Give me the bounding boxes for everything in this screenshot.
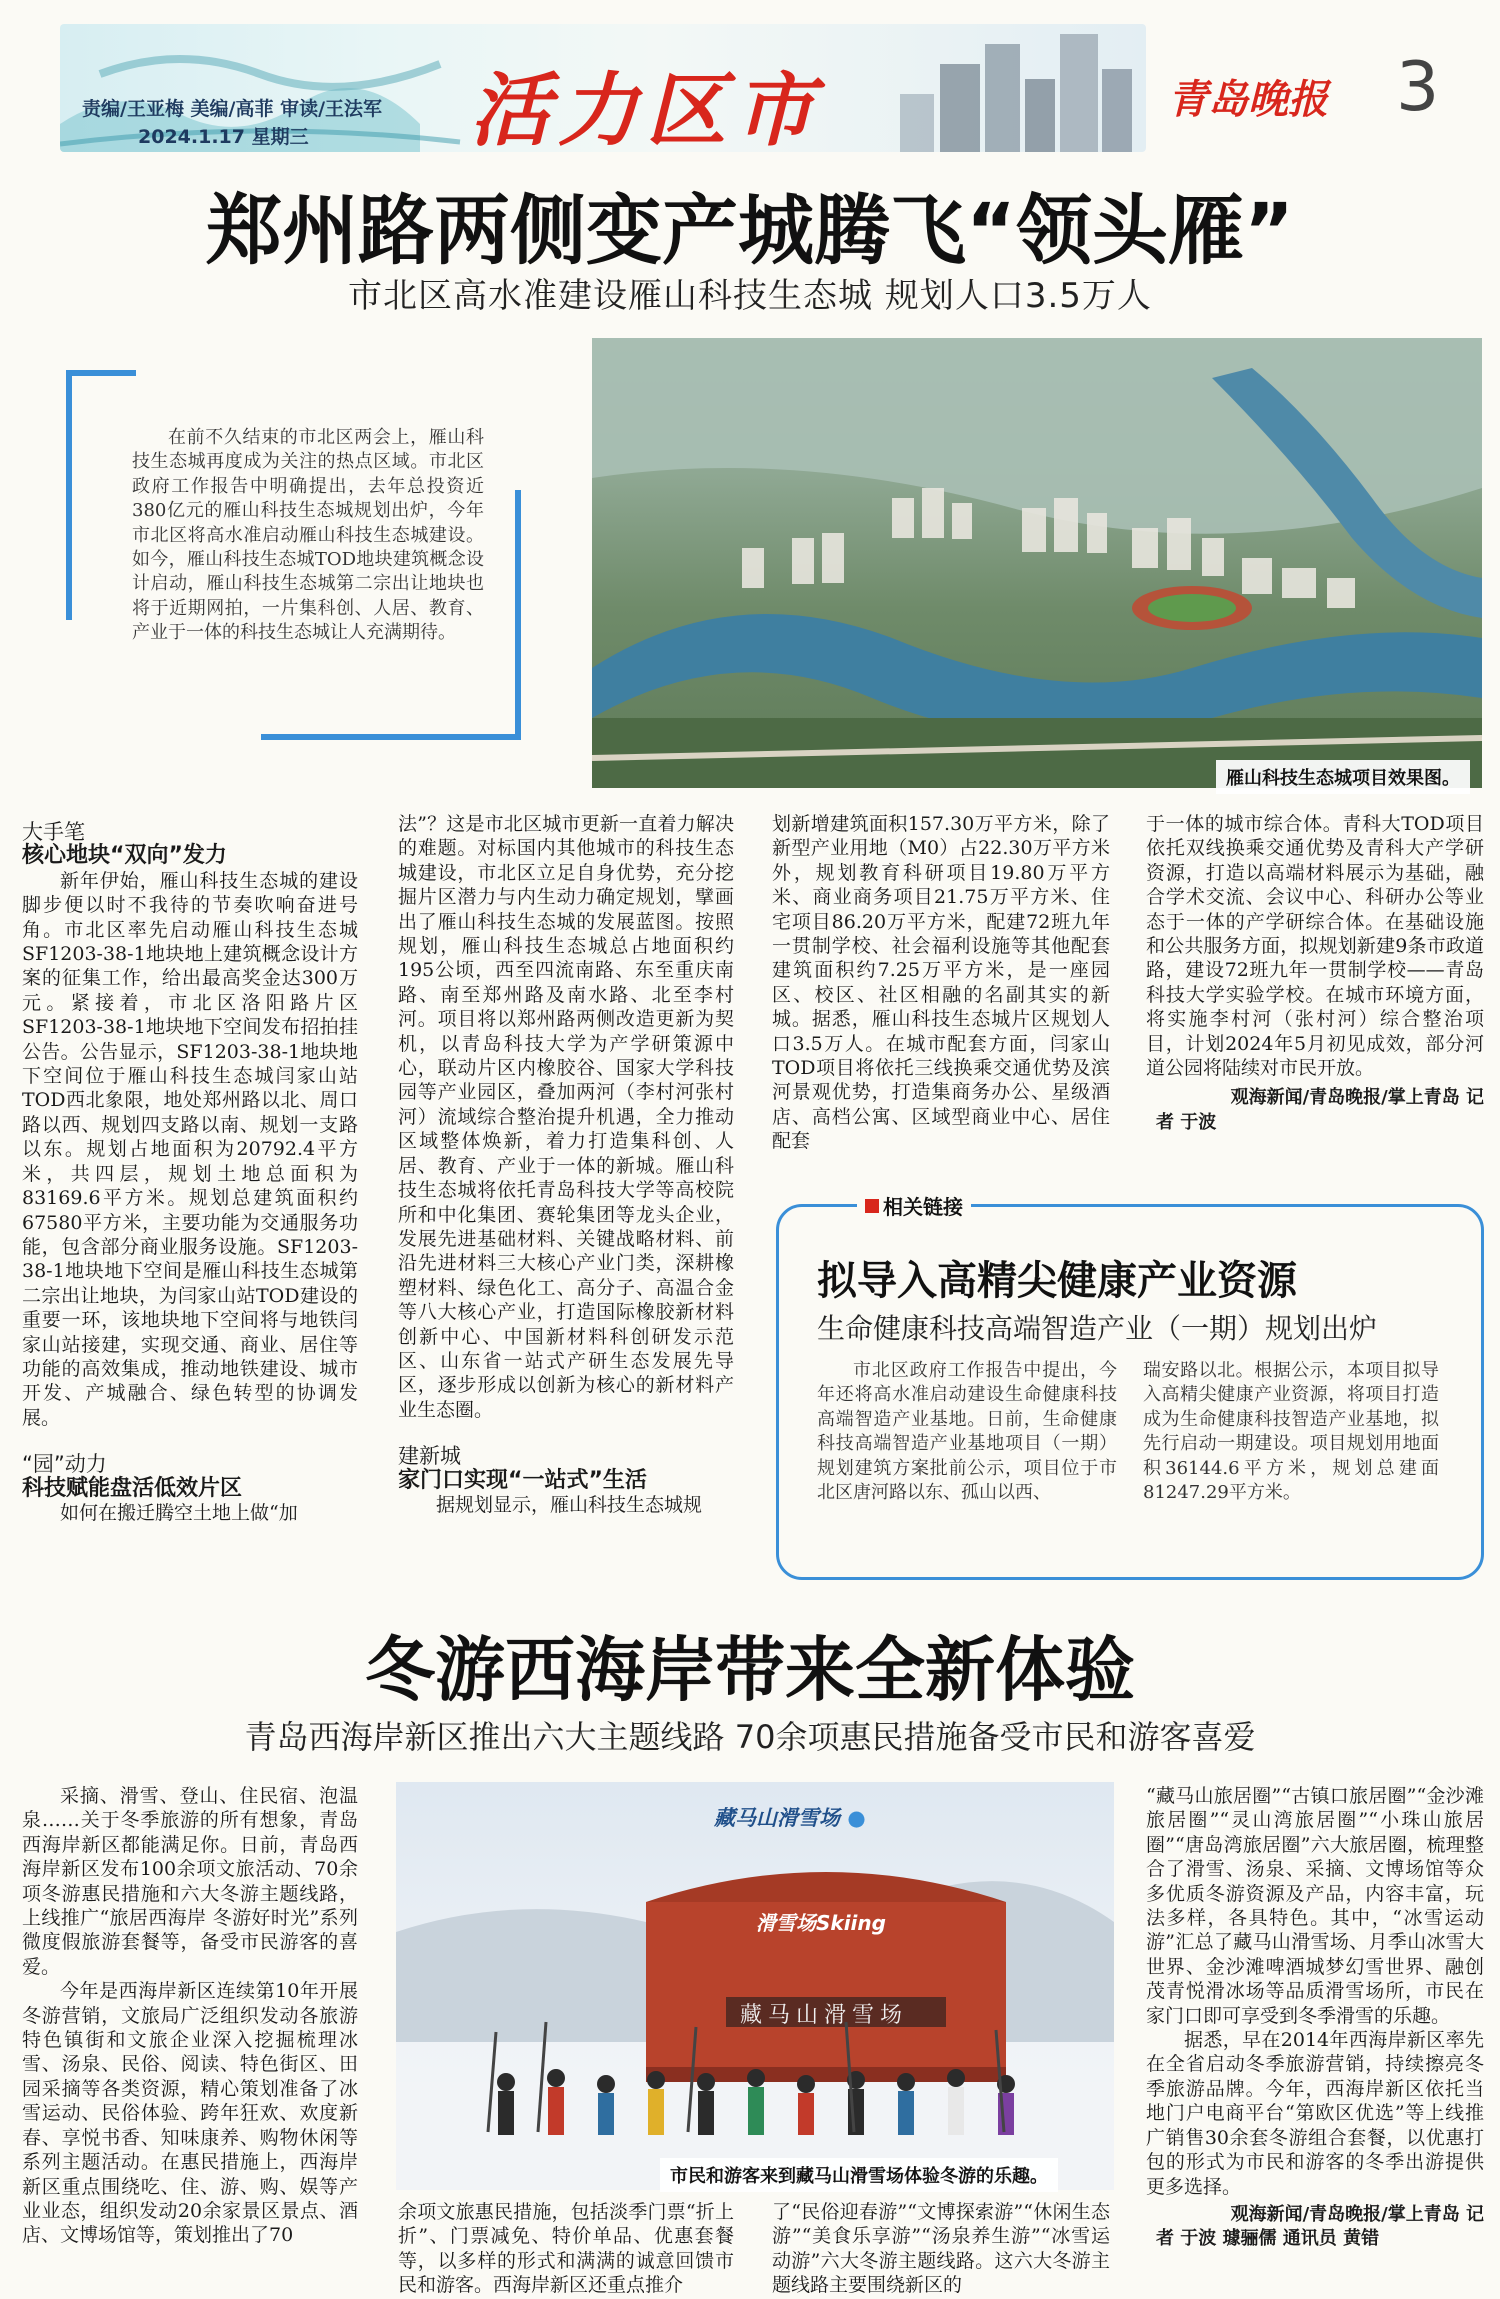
story1-column-2 <box>398 812 734 1517</box>
story1-headline: 郑州路两侧变产城腾飞“领头雁” <box>206 186 1294 275</box>
related-tag-label: 相关链接 <box>883 1195 963 1219</box>
photo-label <box>714 1802 866 1832</box>
section2-title: 科技赋能盘活低效片区 <box>22 1475 243 1501</box>
story1-byline-1: 观海新闻/青岛晚报/掌上青岛 记 <box>1230 1087 1484 1109</box>
story2-col3-text: 了“民俗迎春游”“文博探索游”“休闲生态游”“美食乐享游”“汤泉养生游”“冰雪运动游”六大冬游主题线路。这六大冬游主题线路主要围绕新区的 <box>772 2201 1110 2297</box>
story1-intro: 在前不久结束的市北区两会上，雁山科技生态城再度成为关注的热点区域。市北区政府工作报告中明确提出，去年总投资近380亿元的雁山科技生态城规划出炉，今年市北区将高水准启动雁山科技生态城建设。如今，雁山科技生态城TOD地块建筑概念设计启动，雁山科技生态城第二宗出让地块也将于近期网拍，一片集科创、人居、教育、产业于一体的科技生态城让人充满期待。 <box>132 427 484 644</box>
paper-name: 青岛晚报 <box>1168 76 1328 123</box>
story1-column-1 <box>22 812 358 1525</box>
story1-column-3 <box>772 812 1110 1154</box>
story2-column-2 <box>398 2200 734 2298</box>
related-text-a: 市北区政府工作报告中提出，今年还将高水准启动建设生命健康科技高端智造产业基地。日前，生命健康科技高端智造产业基地项目（一期）规划建筑方案批前公示，项目位于市北区唐河路以东、孤山以西、 <box>817 1360 1117 1504</box>
aerial-drawing <box>592 338 1482 788</box>
story2-col4-text-b: 据悉，早在2014年西海岸新区率先在全省启动冬季旅游营销，持续擦亮冬季旅游品牌。今年，西海岸新区依托当地门户电商平台“第欧区优选”等上线推广销售30余套冬游组合套餐，以优惠打包的形式为市民和游客的冬季出游提供更多选择。 <box>1146 2029 1484 2198</box>
ski-resort-photo <box>396 1782 1114 2190</box>
section2-tag: “园”动力 <box>22 1452 107 1477</box>
story2-column-4 <box>1146 1784 1484 2252</box>
section3-title: 家门口实现“一站式”生活 <box>398 1467 647 1493</box>
page-number: 3 <box>1396 48 1440 127</box>
story1-subheadline: 市北区高水准建设雁山科技生态城 规划人口3.5万人 <box>348 276 1152 316</box>
section3-tag: 建新城 <box>398 1444 461 1469</box>
story2-column-3 <box>772 2200 1110 2298</box>
aerial-rendering-image <box>592 338 1482 788</box>
snowflake-icon: ● <box>847 1806 866 1830</box>
section1-text: 新年伊始，雁山科技生态城的建设脚步便以时不我待的节奏吹响奋进号角。市北区率先启动雁山科技生态城SF1203-38-1地块地上建筑概念设计方案的征集工作，给出最高奖金达300万元。紧接着，市北区洛阳路片区SF1203-38-1地块地下空间发布招拍挂公告。公告显示，SF1203-38-1地块地下空间位于雁山科技生态城闫家山站TOD西北象限，地处郑州路以北、周口路以西、规划四支路以南、规划一支路以东。规划占地面积为20792.4平方米，共四层，规划土地总面积为83169.6平方米。规划总建筑面积约67580平方米，主要功能为交通服务功能，包含部分商业服务设施。SF1203-38-1地块地下空间是雁山科技生态城第二宗出让地块，为闫家山站TOD建设的重要一环，该地块地下空间将与地铁闫家山站接建，实现交通、商业、居住等功能的高效集成，推动地铁建设、城市开发、产城融合、绿色转型的协调发展。 <box>22 869 358 1429</box>
related-headline: 拟导入高精尖健康产业资源 <box>817 1258 1297 1304</box>
related-tag <box>857 1191 971 1220</box>
red-square-icon <box>865 1199 879 1213</box>
story2-headline: 冬游西海岸带来全新体验 <box>365 1629 1135 1711</box>
story2-byline-1: 观海新闻/青岛晚报/掌上青岛 记 <box>1230 2203 1484 2225</box>
story2-byline-2: 者 于波 璩骊儒 通讯员 黄错 <box>1156 2228 1380 2250</box>
story2-column-1 <box>22 1784 358 2248</box>
story2-col2-text: 余项文旅惠民措施，包括淡季门票“折上折”、门票减免、特价单品、优惠套餐等，以多样的形式和满满的诚意回馈市民和游客。西海岸新区还重点推介 <box>398 2201 734 2297</box>
story1-column-4 <box>1146 812 1484 1135</box>
section-title: 活力区市 <box>470 63 822 152</box>
date-line: 2024.1.17 星期三 <box>138 126 309 148</box>
section2-text-b: 法”？这是市北区城市更新一直着力解决的难题。对标国内其他城市的科技生态城建设，市北区立足自身优势，充分挖掘片区潜力与内生动力确定规划，擘画出了雁山科技生态城的发展蓝图。按照规划，雁山科技生态城总占地面积约195公顷，西至四流南路、东至重庆南路、南至郑州路及南水路、北至李村河。项目将以郑州路两侧改造更新为契机，以青岛科技大学为产学研策源中心，联动片区内橡胶谷、国家大学科技园等产业园区，叠加两河（李村河张村河）流域综合整治提升机遇，全力推动区域整体焕新，着力打造集科创、人居、教育、产业于一体的新城。雁山科技生态城将依托青岛科技大学等高校院所和中化集团、赛轮集团等龙头企业，发展先进基础材料、关键战略材料、前沿先进材料三大核心产业门类，深耕橡塑材料、绿色化工、高分子、高温合金等八大核心产业，打造国际橡胶新材料创新中心、中国新材料科创研发示范区、山东省一站式产研生态发展先导区，逐步形成以创新为核心的新材料产业生态圈。 <box>398 813 734 1421</box>
header-banner <box>60 24 1146 152</box>
ski-building-logo: 滑雪场Skiing <box>756 1911 886 1935</box>
credits-line: 责编/王亚梅 美编/高菲 审读/王法军 <box>82 98 383 120</box>
section1-tag: 大手笔 <box>22 820 85 844</box>
photo-label-text: 藏马山滑雪场 <box>714 1806 840 1830</box>
story2-col4-text-a: “藏马山旅居圈”“古镇口旅居圈”“金沙滩旅居圈”“灵山湾旅居圈”“小珠山旅居圈”“唐岛湾旅居圈”六大旅居圈，梳理整合了滑雪、汤泉、采摘、文博场馆等众多优质冬游资源及产品，内容丰富，玩法多样，各具特色。其中，“冰雪运动游”汇总了藏马山滑雪场、月季山冰雪大世界、金沙滩啤酒城梦幻雪世界、融创茂青悦滑冰场等品质滑雪场所，市民在家门口即可享受到冬季滑雪的乐趣。 <box>1146 1785 1484 2027</box>
ski-photo-caption: 市民和游客来到藏马山滑雪场体验冬游的乐趣。 <box>660 2158 1058 2192</box>
story2-subheadline: 青岛西海岸新区推出六大主题线路 70余项惠民措施备受市民和游客喜爱 <box>244 1718 1256 1756</box>
section1-title: 核心地块“双向”发力 <box>22 843 227 869</box>
aerial-image-caption: 雁山科技生态城项目效果图。 <box>1216 760 1470 794</box>
section3-text-c: 于一体的城市综合体。青科大TOD项目依托双线换乘交通优势及青科大产学研资源，打造以高端材料展示为基础，融合学术交流、会议中心、科研办公等业态于一体的产学研综合体。在基础设施和公共服务方面，拟规划新建9条市政道路，建设72班九年一贯制学校——青岛科技大学实验学校。在城市环境方面，将实施李村河（张村河）综合整治项目，计划2024年5月初见成效，部分河道公园将陆续对市民开放。 <box>1146 813 1484 1080</box>
story2-col1-text-b: 今年是西海岸新区连续第10年开展冬游营销，文旅局广泛组织发动各旅游特色镇街和文旅企业深入挖掘梳理冰雪、汤泉、民俗、阅读、特色街区、田园采摘等各类资源，精心策划准备了冰雪运动、民俗体验、跨年狂欢、欢度新春、享悦书香、知味康养、购物休闲等系列主题活动。在惠民措施上，西海岸新区重点围绕吃、住、游、购、娱等产业业态，组织发动20余家景区景点、酒店、文博场馆等，策划推出了70 <box>22 1980 358 2247</box>
section3-text-a: 据规划显示，雁山科技生态城规 <box>436 1493 703 1516</box>
section2-text-a: 如何在搬迁腾空土地上做“加 <box>60 1501 298 1524</box>
ski-resort-drawing <box>396 1782 1114 2190</box>
ski-building-sign: 藏马山滑雪场 <box>740 2003 909 2028</box>
story1-byline-2: 者 于波 <box>1156 1111 1217 1133</box>
related-text-b: 瑞安路以北。根据公示，本项目拟导入高精尖健康产业资源，将项目打造成为生命健康科技智造产业基地，拟先行启动一期建设。项目规划用地面积36144.6平方米，规划总建面81247.29平方米。 <box>1143 1360 1439 1504</box>
story2-col1-text-a: 采摘、滑雪、登山、住民宿、泡温泉……关于冬季旅游的所有想象，青岛西海岸新区都能满足你。日前，青岛西海岸新区发布100余项文旅活动、70余项冬游惠民措施和六大冬游主题线路，上线推广“旅居西海岸 冬游好时光”系列微度假旅游套餐等，备受市民游客的喜爱。 <box>22 1785 358 1978</box>
related-subheadline: 生命健康科技高端智造产业（一期）规划出炉 <box>817 1312 1378 1345</box>
related-link-box <box>776 1195 1484 1580</box>
section3-text-b: 划新增建筑面积157.30万平方米，除了新型产业用地（M0）占22.30万平方米外，规划教育科研项目19.80万平方米、商业商务项目21.75万平方米、住宅项目86.20万平方米，配建72班九年一贯制学校、社会福利设施等其他配套建筑面积约7.25万平方米，是一座园区、校区、社区相融的名副其实的新城。据悉，雁山科技生态城片区规划人口3.5万人。在城市配套方面，闫家山TOD项目将依托三线换乘交通优势及滨河景观优势，打造集商务办公、星级酒店、高档公寓、区域型商业中心、居住配套 <box>772 813 1110 1153</box>
